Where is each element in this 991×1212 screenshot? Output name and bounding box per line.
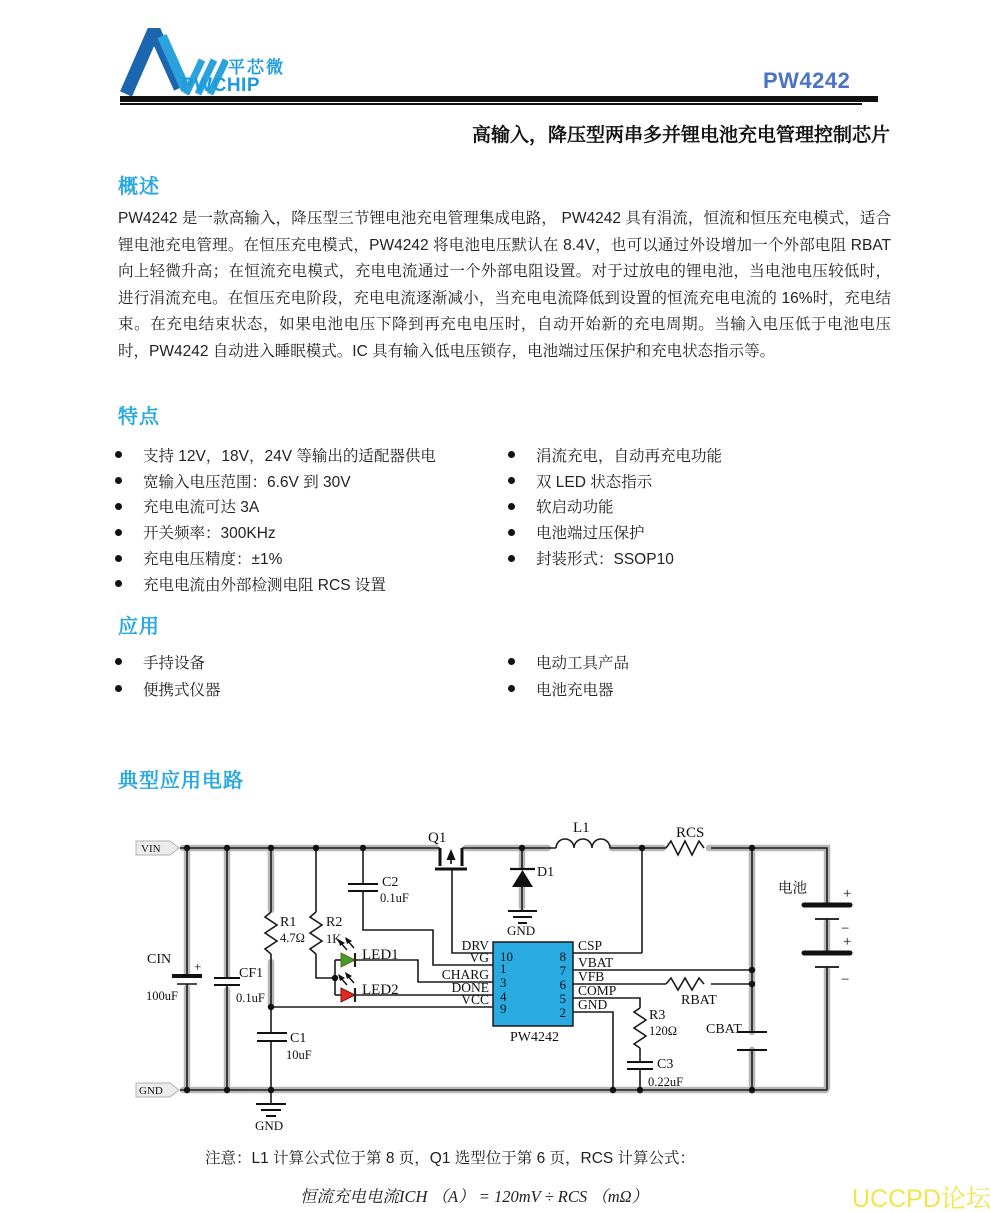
- pin-label-csp: CSP: [578, 938, 603, 953]
- pin-number: 6: [559, 977, 566, 992]
- battery-plus-2: +: [843, 934, 852, 950]
- pin-number: 2: [559, 1005, 566, 1020]
- feature-text: 电池端过压保护: [536, 525, 645, 543]
- cin-value: 100uF: [146, 989, 178, 1003]
- feature-text: 双 LED 状态指示: [536, 473, 653, 491]
- pin-number: 4: [500, 989, 507, 1004]
- features-heading: 特点: [118, 406, 160, 428]
- brand-name-en: PWCHIP: [181, 75, 260, 96]
- feature-text: 软启动功能: [536, 499, 614, 517]
- bullet-icon: [115, 555, 122, 562]
- feature-text: 充电电流可达 3A: [143, 499, 260, 517]
- vin-tag-label: VIN: [141, 843, 161, 855]
- ground-symbol: [508, 911, 537, 923]
- bullet-icon: [115, 477, 122, 484]
- list-item: [508, 675, 888, 702]
- pin-number: 9: [500, 1001, 507, 1016]
- forum-watermark: UCCPD论坛: [852, 1185, 991, 1212]
- list-item: [508, 545, 888, 571]
- list-item: [115, 648, 500, 675]
- pin-label-charg: CHARG: [441, 967, 489, 982]
- application-text: 电动工具产品: [536, 654, 630, 672]
- bullet-icon: [508, 658, 515, 665]
- cin-label: CIN: [147, 952, 172, 967]
- led1-label: LED1: [362, 947, 399, 963]
- bullet-icon: [115, 685, 122, 692]
- list-item: [115, 545, 500, 571]
- battery-minus-1: −: [841, 921, 850, 937]
- vin-tag: [136, 841, 179, 855]
- note-text: 注意：L1 计算公式位于第 8 页，Q1 选型位于第 6 页，RCS 计算公式：: [205, 1150, 696, 1167]
- feature-text: 开关频率：300KHz: [143, 525, 276, 543]
- bullet-icon: [508, 451, 515, 458]
- c2-label: C2: [382, 875, 399, 890]
- r1-value: 4.7Ω: [280, 931, 305, 945]
- features-list-right: [508, 442, 888, 571]
- pin-label-vbat: VBAT: [578, 955, 614, 970]
- r1-label: R1: [280, 915, 297, 930]
- feature-text: 充电电压精度：±1%: [143, 551, 283, 569]
- c1-label: C1: [290, 1031, 307, 1046]
- ground-symbol: [256, 1104, 286, 1116]
- battery-minus-2: −: [841, 972, 850, 988]
- pin-number: 3: [500, 975, 507, 990]
- pin-number: 8: [559, 949, 566, 964]
- pin-number: 1: [500, 961, 507, 976]
- r3-value: 120Ω: [649, 1024, 678, 1038]
- gnd-label-d1: GND: [507, 923, 536, 938]
- c3-value: 0.22uF: [648, 1075, 684, 1089]
- list-item: [115, 494, 500, 520]
- bullet-icon: [508, 503, 515, 510]
- pin-number: 5: [559, 991, 566, 1006]
- list-item: [115, 468, 500, 494]
- led2-label: LED2: [362, 982, 399, 998]
- brand-name-cn: 平芯微: [228, 58, 285, 77]
- c1-value: 10uF: [286, 1048, 312, 1062]
- bullet-icon: [115, 503, 122, 510]
- pin-label-vfb: VFB: [578, 969, 605, 984]
- cf1-label: CF1: [239, 966, 264, 981]
- header-rule: [120, 96, 878, 102]
- applications-heading: 应用: [118, 616, 160, 638]
- bullet-icon: [508, 477, 515, 484]
- c2-value: 0.1uF: [380, 891, 409, 905]
- battery-plus-1: +: [843, 886, 852, 902]
- l1-label: L1: [573, 820, 590, 836]
- bullet-icon: [115, 658, 122, 665]
- mosfet-q1-symbol: [435, 848, 467, 869]
- r2-label: R2: [326, 915, 343, 930]
- page-title: 高输入，降压型两串多并锂电池充电管理控制芯片: [471, 125, 890, 146]
- bullet-icon: [508, 529, 515, 536]
- application-text: 便携式仪器: [143, 681, 221, 699]
- d1-label: D1: [537, 865, 555, 880]
- header-rule-shadow: [120, 103, 862, 105]
- bullet-icon: [115, 580, 122, 587]
- r2-value: 1K: [326, 932, 342, 946]
- cf1-value: 0.1uF: [236, 991, 265, 1005]
- bullet-icon: [115, 529, 122, 536]
- list-item: [115, 571, 500, 597]
- application-text: 手持设备: [143, 654, 206, 672]
- pin-label-gnd: GND: [578, 997, 608, 1012]
- feature-text: 充电电流由外部检测电阻 RCS 设置: [143, 576, 386, 594]
- part-number: PW4242: [763, 68, 851, 93]
- list-item: [115, 519, 500, 545]
- bullet-icon: [115, 451, 122, 458]
- gnd-tag: [136, 1083, 179, 1097]
- pin-label-done: DONE: [451, 980, 489, 995]
- circuit-heading: 典型应用电路: [118, 770, 244, 792]
- list-item: [508, 494, 888, 520]
- pin-number: 10: [500, 949, 513, 964]
- list-item: [508, 468, 888, 494]
- rcs-label: RCS: [676, 825, 705, 841]
- cbat-label: CBAT: [706, 1022, 742, 1037]
- c3-label: C3: [657, 1057, 674, 1072]
- list-item: [115, 675, 500, 702]
- feature-text: 宽输入电压范围：6.6V 到 30V: [143, 473, 351, 491]
- application-text: 电池充电器: [536, 681, 614, 699]
- pin-label-comp: COMP: [578, 983, 617, 998]
- application-circuit-diagram: [0, 812, 991, 1142]
- overview-heading: 概述: [118, 176, 160, 198]
- gnd-label-bottom: GND: [255, 1118, 284, 1133]
- led2-symbol: [338, 972, 355, 1002]
- pin-number: 7: [559, 963, 566, 978]
- feature-text: 涓流充电，自动再充电功能: [536, 447, 723, 465]
- gnd-tag-label: GND: [139, 1085, 163, 1097]
- list-item: [508, 648, 888, 675]
- diode-d1-symbol: [510, 869, 535, 887]
- applications-list-right: [508, 648, 888, 702]
- bullet-icon: [508, 685, 515, 692]
- list-item: [115, 442, 500, 468]
- q1-label: Q1: [428, 830, 447, 846]
- pin-label-vg: VG: [469, 950, 489, 965]
- r3-label: R3: [649, 1008, 666, 1023]
- feature-text: 支持 12V，18V，24V 等输出的适配器供电: [143, 447, 436, 465]
- bullet-icon: [508, 555, 515, 562]
- applications-list-left: [115, 648, 500, 702]
- features-list-left: [115, 442, 500, 597]
- rbat-label: RBAT: [681, 993, 717, 1008]
- pin-label-drv: DRV: [461, 938, 489, 953]
- cin-plus-sign: +: [194, 959, 202, 974]
- list-item: [508, 519, 888, 545]
- battery-label: 电池: [778, 881, 807, 897]
- pin-label-vcc: VCC: [461, 992, 489, 1007]
- feature-text: 封装形式：SSOP10: [536, 551, 674, 569]
- overview-paragraph: PW4242 是一款高输入，降压型三节锂电池充电管理集成电路， PW4242 具有涓流，恒流和恒压充电模式，适合锂电池充电管理。在恒压充电模式，PW4242 将电池电压默认在 8.4V，也可以通过外设增加一个外部电阻 RBAT 向上轻微升高；在恒流充电模式，充电电流通过一个外部电阻设置。对于过放电的锂电池，当电池电压较低时，进行涓流充电。在恒压充电阶段，充电电流逐渐减小，当充电电流降低到设置的恒流充电电流的 16%时，充电结束。在充电结束状态，如果电池电压下降到再充电电压时，自动开始新的充电周期。当输入电压低于电池电压时，PW4242 自动进入睡眠模式。IC 具有输入低电压锁存，电池端过压保护和充电状态指示等。: [118, 210, 891, 360]
- ic-name-label: PW4242: [510, 1030, 559, 1045]
- formula-text: 恒流充电电流ICH （A） = 120mV ÷ RCS （mΩ）: [300, 1187, 649, 1206]
- list-item: [508, 442, 888, 468]
